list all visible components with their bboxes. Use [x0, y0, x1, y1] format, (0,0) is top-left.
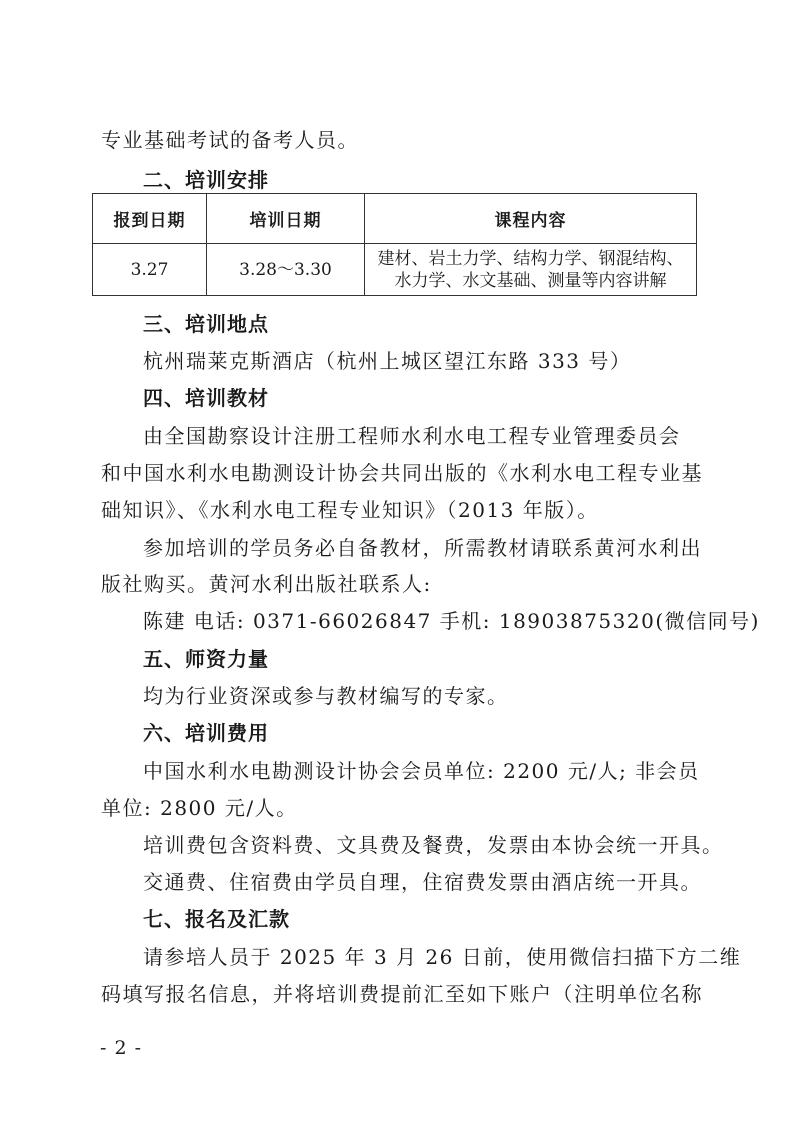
materials-line-1: 由全国勘察设计注册工程师水利水电工程专业管理委员会 — [143, 424, 681, 448]
course-content-line-2: 水力学、水文基础、测量等内容讲解 — [394, 270, 667, 291]
cell-training-date: 3.28～3.30 — [207, 244, 365, 296]
location-text: 杭州瑞莱克斯酒店（杭州上城区望江东路 333 号） — [143, 349, 632, 373]
materials-line-2: 和中国水利水电勘测设计协会共同出版的《水利水电工程专业基 — [101, 461, 703, 485]
materials-line-5: 版社购买。黄河水利出版社联系人: — [101, 572, 432, 596]
table-row — [93, 244, 697, 296]
contact-line: 陈建 电话: 0371-66026847 手机: 18903875320(微信同号) — [143, 609, 760, 633]
table-header-row — [93, 194, 697, 244]
schedule-table — [92, 193, 697, 296]
fees-line-1: 中国水利水电勘测设计协会会员单位: 2200 元/人; 非会员 — [143, 759, 700, 783]
heading-location: 三、培训地点 — [143, 312, 269, 336]
teachers-text: 均为行业资深或参与教材编写的专家。 — [143, 684, 509, 708]
heading-registration: 七、报名及汇款 — [143, 907, 290, 931]
header-checkin-date: 报到日期 — [93, 194, 207, 244]
heading-schedule: 二、培训安排 — [143, 168, 269, 192]
page-number: - 2 - — [100, 1037, 143, 1059]
registration-line-1: 请参培人员于 2025 年 3 月 26 日前，使用微信扫描下方二维 — [143, 945, 742, 969]
course-content-line-1: 建材、岩土力学、结构力学、钢混结构、 — [377, 248, 684, 269]
header-course-content: 课程内容 — [365, 194, 697, 244]
materials-line-3: 础知识》、《水利水电工程专业知识》（2013 年版）。 — [101, 498, 599, 522]
fees-line-4: 交通费、住宿费由学员自理，住宿费发票由酒店统一开具。 — [143, 870, 702, 894]
registration-line-2: 码填写报名信息，并将培训费提前汇至如下账户（注明单位名称 — [101, 982, 703, 1006]
heading-fees: 六、培训费用 — [143, 721, 269, 745]
fees-line-3: 培训费包含资料费、文具费及餐费，发票由本协会统一开具。 — [143, 833, 724, 857]
cell-course-content — [365, 244, 697, 296]
heading-materials: 四、培训教材 — [143, 386, 269, 410]
header-training-date: 培训日期 — [207, 194, 365, 244]
intro-line: 专业基础考试的备考人员。 — [101, 128, 359, 152]
fees-line-2: 单位: 2800 元/人。 — [101, 796, 298, 820]
materials-line-4: 参加培训的学员务必自备教材，所需教材请联系黄河水利出 — [143, 536, 702, 560]
heading-teachers: 五、师资力量 — [143, 647, 269, 671]
cell-checkin-date: 3.27 — [93, 244, 207, 296]
